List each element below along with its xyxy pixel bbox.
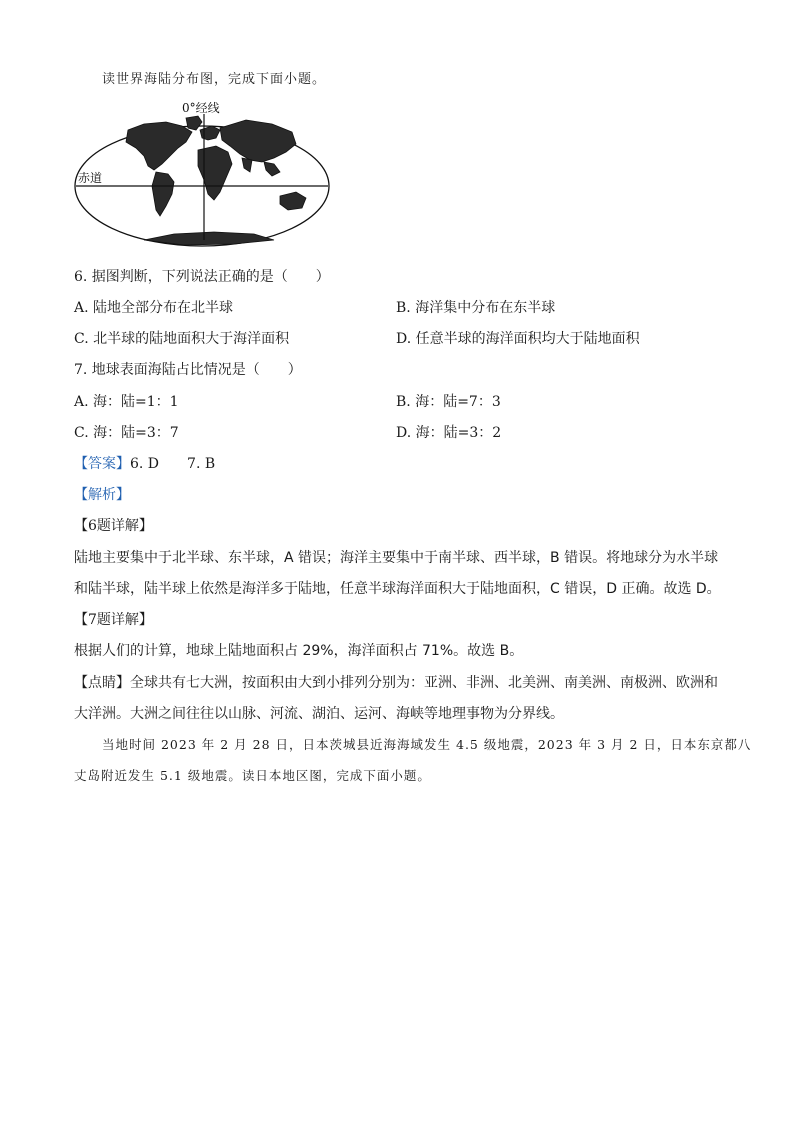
q7-option-a: A. 海：陆=1：1 xyxy=(74,394,179,410)
greenland-shape xyxy=(186,116,202,130)
equator-label: 赤道 xyxy=(78,171,103,185)
q6-option-c: C. 北半球的陆地面积大于海洋面积 xyxy=(74,331,290,347)
world-land-sea-map xyxy=(74,100,336,248)
q6-detail-line-2: 和陆半球，陆半球上依然是海洋多于陆地，任意半球海洋面积大于陆地面积，C 错误，D 正确。故选 D。 xyxy=(74,581,721,597)
africa-shape xyxy=(198,146,232,200)
intro-2-line-1: 当地时间 2023 年 2 月 28 日，日本茨城县近海海域发生 4.5 级地震，2023 年 3 月 2 日，日本东京都八 xyxy=(102,737,752,752)
answer-line xyxy=(74,453,215,473)
q7-option-c: C. 海：陆=3：7 xyxy=(74,425,179,441)
q6-option-a: A. 陆地全部分布在北半球 xyxy=(74,300,234,316)
tip-line-1 xyxy=(74,672,718,692)
q7-option-b: B. 海：陆=7：3 xyxy=(396,394,501,410)
australia-shape xyxy=(280,192,306,210)
analysis-tag: 【解析】 xyxy=(74,487,130,503)
north-america-shape xyxy=(126,122,192,170)
meridian-label: 0°经线 xyxy=(182,101,220,115)
intro-2-line-2: 丈岛附近发生 5.1 级地震。读日本地区图，完成下面小题。 xyxy=(74,768,431,783)
southeast-asia-shape xyxy=(264,162,280,176)
q6-detail-line-1: 陆地主要集中于北半球、东半球，A 错误；海洋主要集中于南半球、西半球，B 错误。将地球分为水半球 xyxy=(74,550,719,566)
intro-text: 读世界海陆分布图，完成下面小题。 xyxy=(102,72,327,87)
q7-option-d: D. 海：陆=3：2 xyxy=(396,425,502,441)
tip-line-2: 大洋洲。大洲之间往往以山脉、河流、湖泊、运河、海峡等地理事物为分界线。 xyxy=(74,706,564,722)
analysis-heading xyxy=(74,484,130,504)
tip-tag: 【点睛】 xyxy=(74,675,130,691)
q7-detail-heading: 【7题详解】 xyxy=(74,612,153,628)
question-6-stem: 6. 据图判断，下列说法正确的是（ ） xyxy=(74,269,330,285)
q6-detail-heading: 【6题详解】 xyxy=(74,518,153,534)
answer-text: 6. D 7. B xyxy=(130,456,216,472)
india-shape xyxy=(242,158,252,172)
tip-text-1: 全球共有七大洲，按面积由大到小排列分别为：亚洲、非洲、北美洲、南美洲、南极洲、欧洲和 xyxy=(130,675,718,691)
q7-detail-line-1: 根据人们的计算，地球上陆地面积占 29%，海洋面积占 71%。故选 B。 xyxy=(74,643,524,659)
answer-tag: 【答案】 xyxy=(74,456,130,472)
europe-shape xyxy=(200,126,220,140)
south-america-shape xyxy=(152,172,174,216)
q6-option-b: B. 海洋集中分布在东半球 xyxy=(396,300,556,316)
asia-shape xyxy=(220,120,296,162)
q6-option-d: D. 任意半球的海洋面积均大于陆地面积 xyxy=(396,331,640,347)
question-7-stem: 7. 地球表面海陆占比情况是（ ） xyxy=(74,362,302,378)
